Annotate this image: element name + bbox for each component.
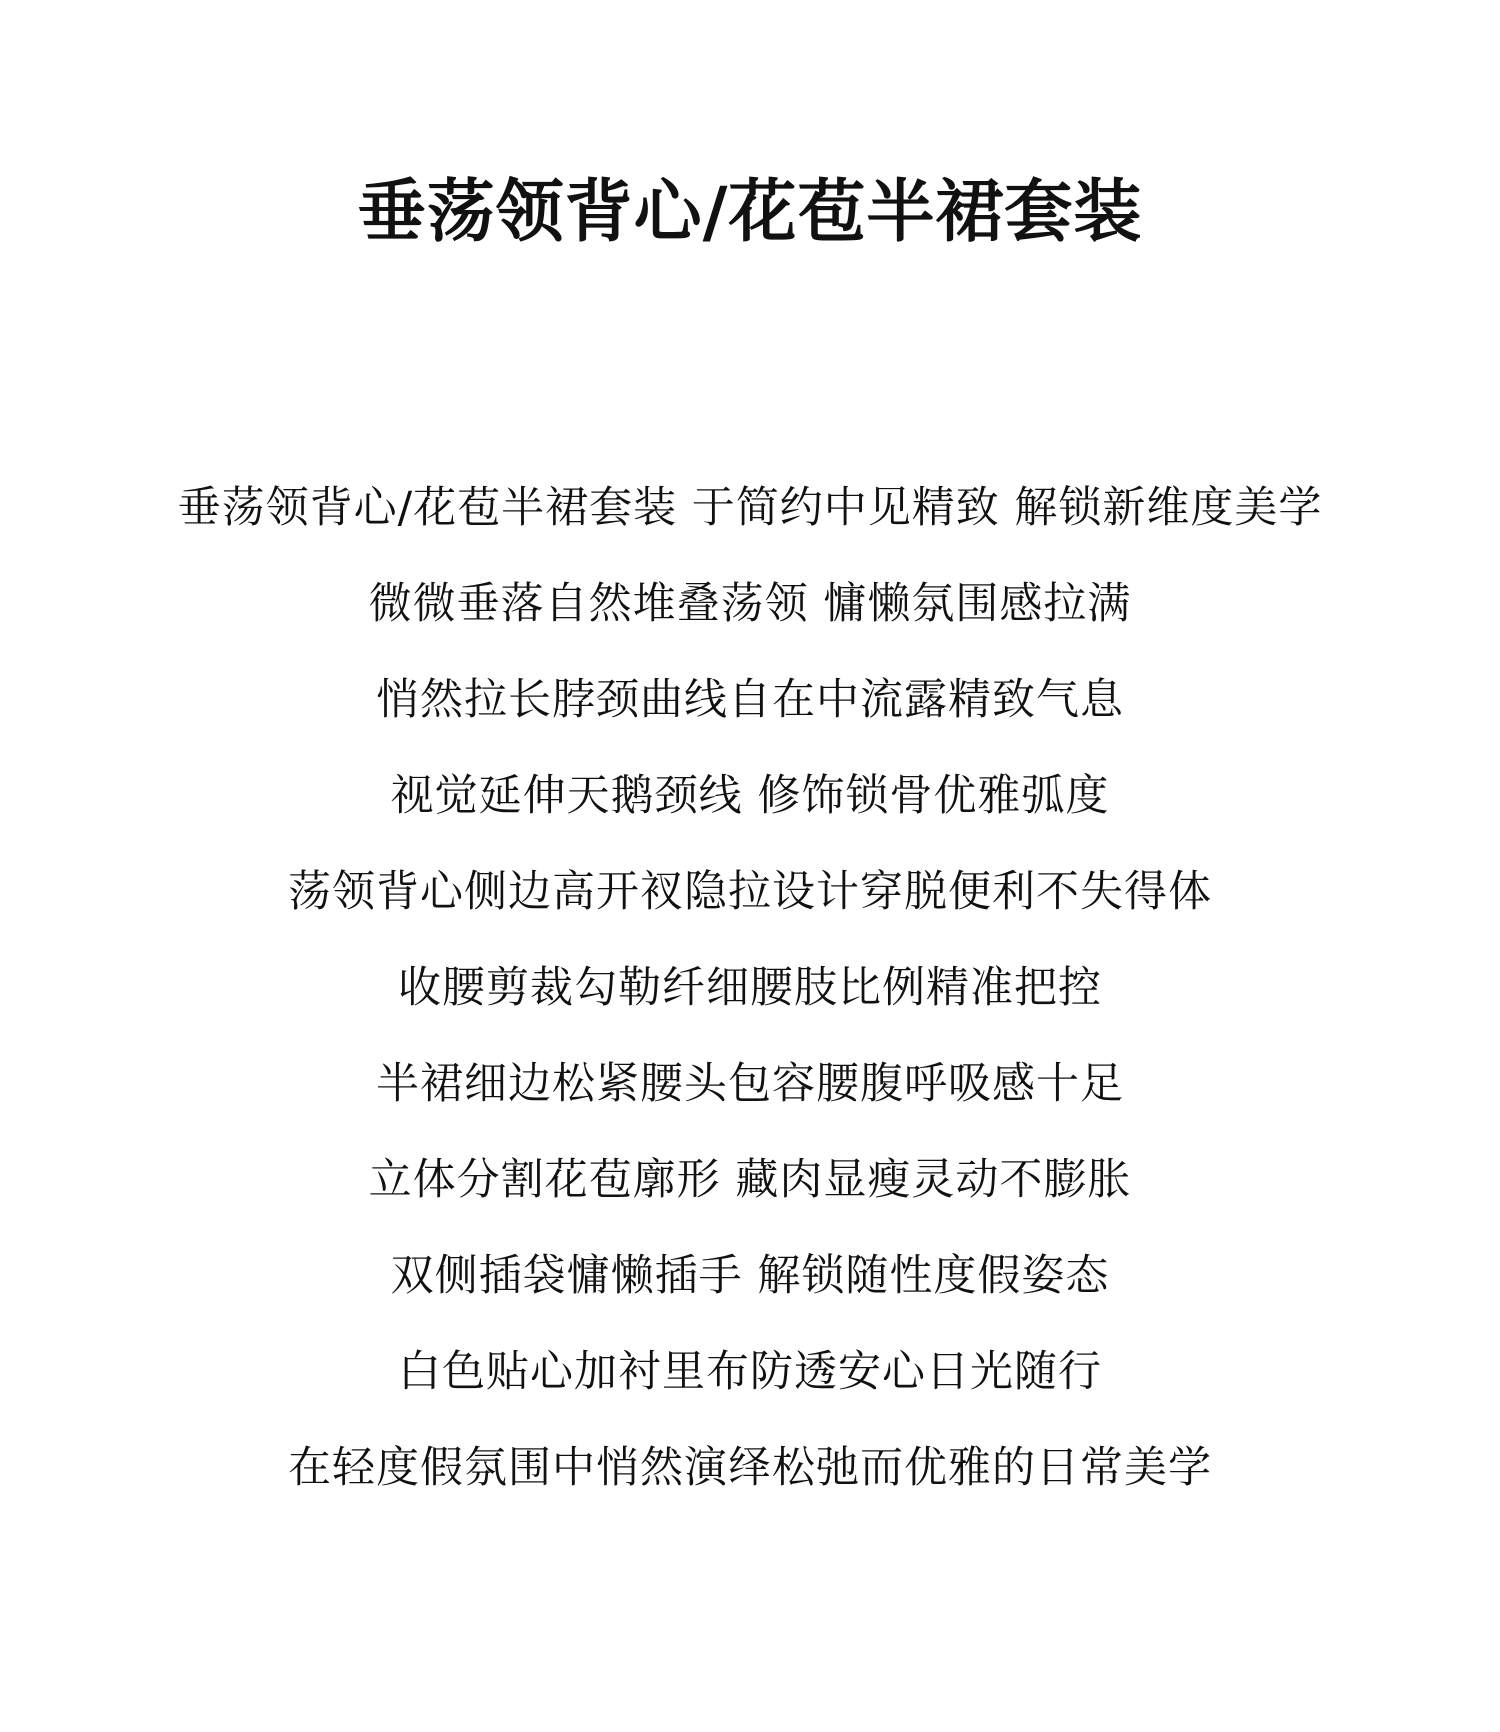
- description-line: 垂荡领背心/花苞半裙套装 于简约中见精致 解锁新维度美学: [177, 483, 1323, 533]
- description-line: 白色贴心加衬里布防透安心日光随行: [398, 1347, 1102, 1397]
- description-line: 收腰剪裁勾勒纤细腰肢比例精准把控: [398, 963, 1102, 1013]
- description-line: 微微垂落自然堆叠荡领 慵懒氛围感拉满: [368, 579, 1132, 629]
- description-line: 悄然拉长脖颈曲线自在中流露精致气息: [376, 675, 1124, 725]
- description-line: 在轻度假氛围中悄然演绎松弛而优雅的日常美学: [288, 1443, 1212, 1493]
- description-line: 荡领背心侧边高开衩隐拉设计穿脱便利不失得体: [288, 867, 1212, 917]
- description-line: 视觉延伸天鹅颈线 修饰锁骨优雅弧度: [390, 771, 1110, 821]
- page-title: 垂荡领背心/花苞半裙套装: [357, 173, 1143, 252]
- description-line: 立体分割花苞廓形 藏肉显瘦灵动不膨胀: [368, 1155, 1132, 1205]
- description-line: 半裙细边松紧腰头包容腰腹呼吸感十足: [376, 1059, 1124, 1109]
- description-line: 双侧插袋慵懒插手 解锁随性度假姿态: [390, 1251, 1110, 1301]
- description-list: [0, 476, 1500, 1532]
